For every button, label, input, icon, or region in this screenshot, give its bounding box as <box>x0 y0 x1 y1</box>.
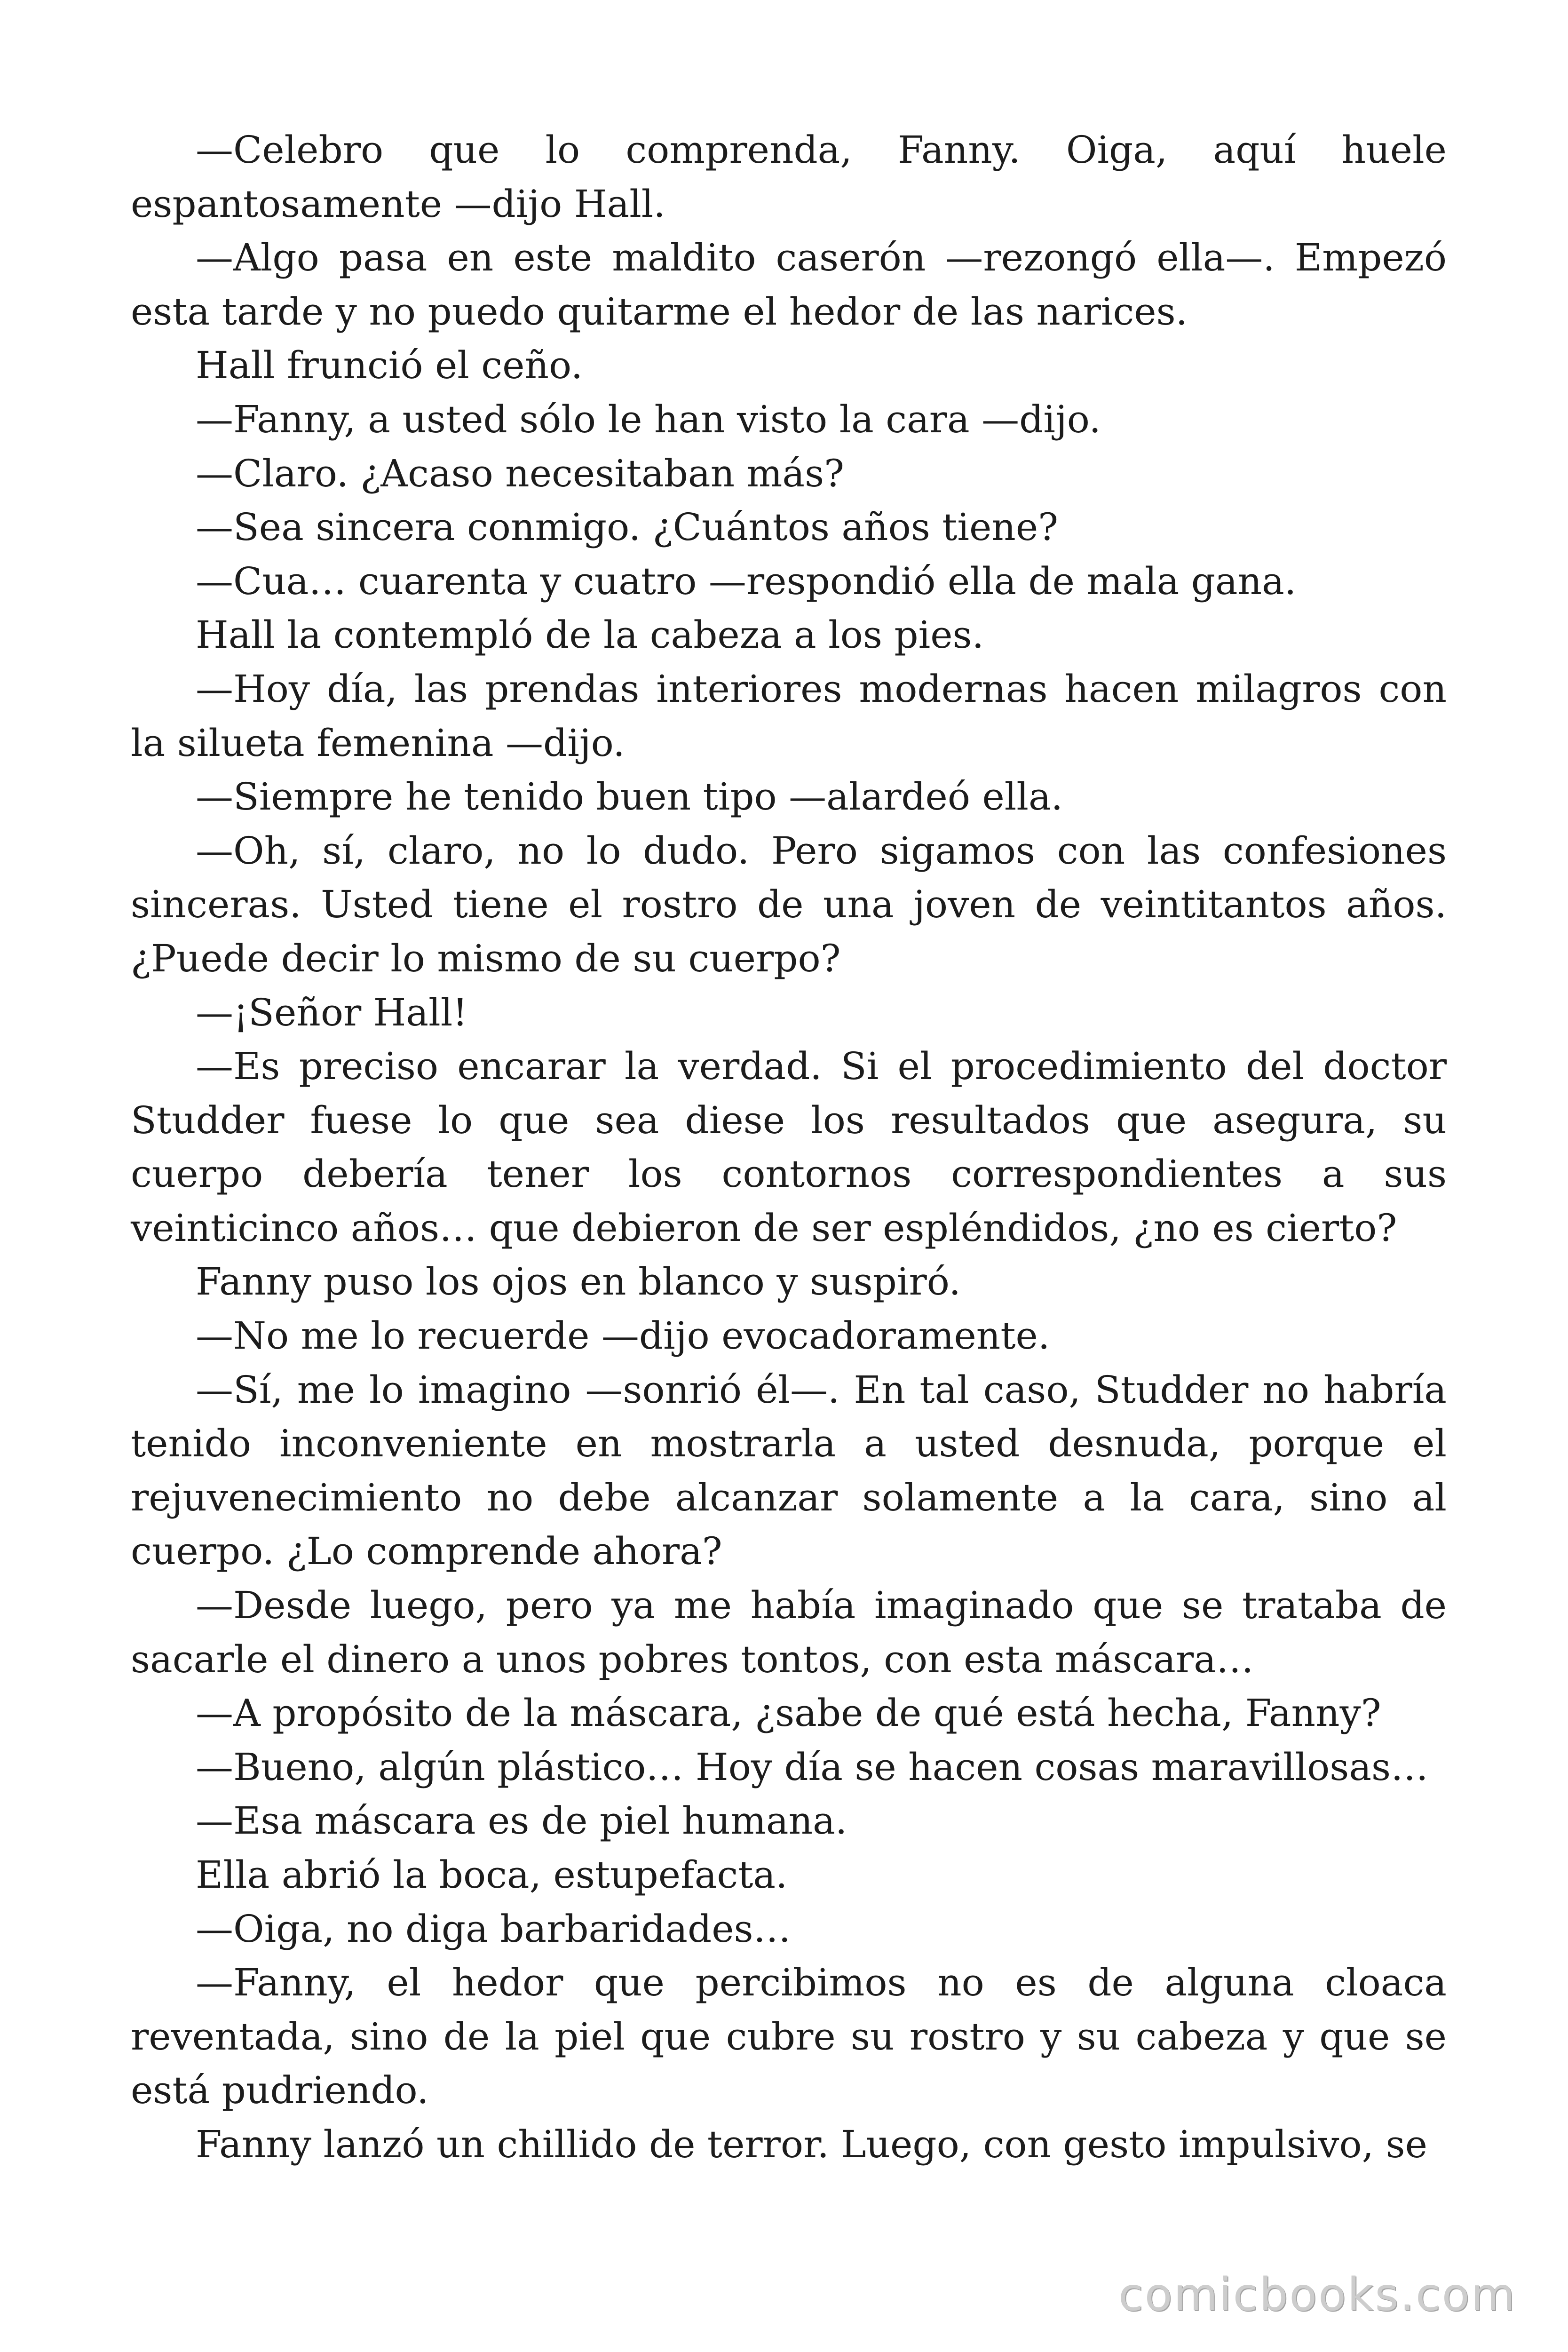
watermark: comicbooks.com <box>1118 2268 1516 2321</box>
paragraph: —Oiga, no diga barbaridades… <box>196 1907 791 1951</box>
paragraph: —Desde luego, pero ya me había imaginado que se trataba de sacarle el dinero a unos pobres tontos, con esta máscara… <box>131 1583 1447 1681</box>
paragraph: Ella abrió la boca, estupefacta. <box>196 1853 788 1897</box>
paragraph: —Bueno, algún plástico… Hoy día se hacen cosas maravillosas… <box>196 1745 1429 1789</box>
paragraph: —Claro. ¿Acaso necesitaban más? <box>196 451 845 495</box>
paragraph: —Algo pasa en este maldito caserón —rezongó ella—. Empezó esta tarde y no puedo quitarme el hedor de las narices. <box>131 236 1447 334</box>
paragraph: —Sea sincera conmigo. ¿Cuántos años tiene? <box>196 505 1059 549</box>
paragraph: Hall frunció el ceño. <box>196 343 583 388</box>
paragraph: —Celebro que lo comprenda, Fanny. Oiga, aquí huele espantosamente —dijo Hall. <box>131 128 1447 226</box>
paragraph: —Fanny, el hedor que percibimos no es de alguna cloaca reventada, sino de la piel que cubre su rostro y su cabeza y que se está pudriendo. <box>131 1961 1447 2113</box>
paragraph: —Esa máscara es de piel humana. <box>196 1799 847 1843</box>
paragraph: —Oh, sí, claro, no lo dudo. Pero sigamos con las confesiones sinceras. Usted tiene el rostro de una joven de veintitantos años. ¿Puede decir lo mismo de su cuerpo? <box>131 828 1447 980</box>
paragraph: Fanny lanzó un chillido de terror. Luego, con gesto impulsivo, se <box>196 2122 1427 2166</box>
paragraph: —Fanny, a usted sólo le han visto la cara —dijo. <box>196 397 1101 441</box>
paragraph: —Es preciso encarar la verdad. Si el procedimiento del doctor Studder fuese lo que sea diese los resultados que asegura, su cuerpo debería tener los contornos correspondientes a sus veinticinco años… que debieron de ser espléndidos, ¿no es cierto? <box>131 1044 1447 1250</box>
paragraph: —No me lo recuerde —dijo evocadoramente. <box>196 1314 1050 1358</box>
paragraph: —Siempre he tenido buen tipo —alardeó ella. <box>196 775 1063 819</box>
paragraph: —Sí, me lo imagino —sonrió él—. En tal caso, Studder no habría tenido inconveniente en mostrarla a usted desnuda, porque el rejuvenecimiento no debe alcanzar solamente a la cara, sino al cuerpo. ¿Lo comprende ahora? <box>131 1367 1447 1573</box>
paragraph: —Cua… cuarenta y cuatro —respondió ella de mala gana. <box>196 559 1297 603</box>
paragraph: —Hoy día, las prendas interiores modernas hacen milagros con la silueta femenina —dijo. <box>131 667 1447 765</box>
paragraph: Hall la contempló de la cabeza a los pies. <box>196 613 984 657</box>
paragraph: —¡Señor Hall! <box>196 990 468 1034</box>
paragraph: Fanny puso los ojos en blanco y suspiró. <box>196 1260 961 1304</box>
page-body-text <box>131 123 1447 2172</box>
paragraph: —A propósito de la máscara, ¿sabe de qué está hecha, Fanny? <box>196 1691 1381 1735</box>
